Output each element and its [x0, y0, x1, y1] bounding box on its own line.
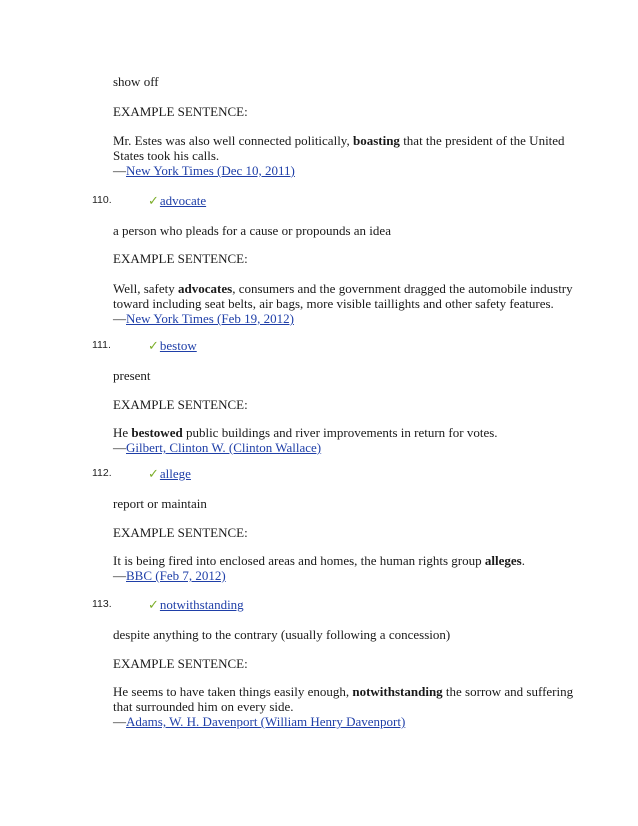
example-label: EXAMPLE SENTENCE: [113, 397, 248, 412]
checkmark-icon: ✓ [148, 194, 159, 209]
word-link[interactable]: notwithstanding [159, 597, 244, 612]
source-link[interactable]: New York Times (Feb 19, 2012) [126, 311, 294, 326]
entry-number: 111. [92, 339, 111, 351]
definition: report or maintain [113, 496, 207, 511]
source-line: —Gilbert, Clinton W. (Clinton Wallace) [113, 440, 322, 455]
source-line: —New York Times (Dec 10, 2011) [113, 163, 295, 178]
checkmark-icon: ✓ [148, 467, 159, 482]
example-label: EXAMPLE SENTENCE: [113, 656, 248, 671]
word-entry [148, 338, 197, 354]
example-sentence-cont: toward including seat belts, air bags, more visible taillights and other safety features. [113, 296, 554, 311]
word-entry [148, 466, 191, 482]
example-sentence: Well, safety advocates, consumers and the government dragged the automobile industry [113, 281, 573, 296]
definition: show off [113, 74, 159, 89]
source-line: —Adams, W. H. Davenport (William Henry Davenport) [113, 714, 406, 729]
example-sentence-cont: States took his calls. [113, 148, 220, 163]
example-sentence-cont: that surrounded him on every side. [113, 699, 294, 714]
source-link[interactable]: BBC (Feb 7, 2012) [126, 568, 226, 583]
definition: a person who pleads for a cause or propounds an idea [113, 223, 391, 238]
word-link[interactable]: bestow [159, 338, 197, 353]
word-entry [148, 597, 244, 613]
example-sentence: He seems to have taken things easily enough, notwithstanding the sorrow and suffering [113, 684, 574, 699]
definition: despite anything to the contrary (usually following a concession) [113, 627, 451, 642]
word-link[interactable]: advocate [159, 193, 207, 208]
entry-number: 112. [92, 467, 112, 479]
entry-number: 113. [92, 598, 112, 610]
checkmark-icon: ✓ [148, 339, 159, 354]
word-link[interactable]: allege [159, 466, 191, 481]
example-label: EXAMPLE SENTENCE: [113, 525, 248, 540]
example-sentence: Mr. Estes was also well connected politically, boasting that the president of the United [113, 133, 565, 148]
definition: present [113, 368, 151, 383]
word-entry [148, 193, 206, 209]
example-label: EXAMPLE SENTENCE: [113, 251, 248, 266]
example-sentence: He bestowed public buildings and river improvements in return for votes. [113, 425, 498, 440]
checkmark-icon: ✓ [148, 598, 159, 613]
example-sentence: It is being fired into enclosed areas and homes, the human rights group alleges. [113, 553, 525, 568]
source-line: —BBC (Feb 7, 2012) [113, 568, 226, 583]
source-line: —New York Times (Feb 19, 2012) [113, 311, 294, 326]
source-link[interactable]: New York Times (Dec 10, 2011) [126, 163, 295, 178]
source-link[interactable]: Adams, W. H. Davenport (William Henry Davenport) [126, 714, 406, 729]
example-label: EXAMPLE SENTENCE: [113, 104, 248, 119]
source-link[interactable]: Gilbert, Clinton W. (Clinton Wallace) [126, 440, 322, 455]
entry-number: 110. [92, 194, 112, 206]
